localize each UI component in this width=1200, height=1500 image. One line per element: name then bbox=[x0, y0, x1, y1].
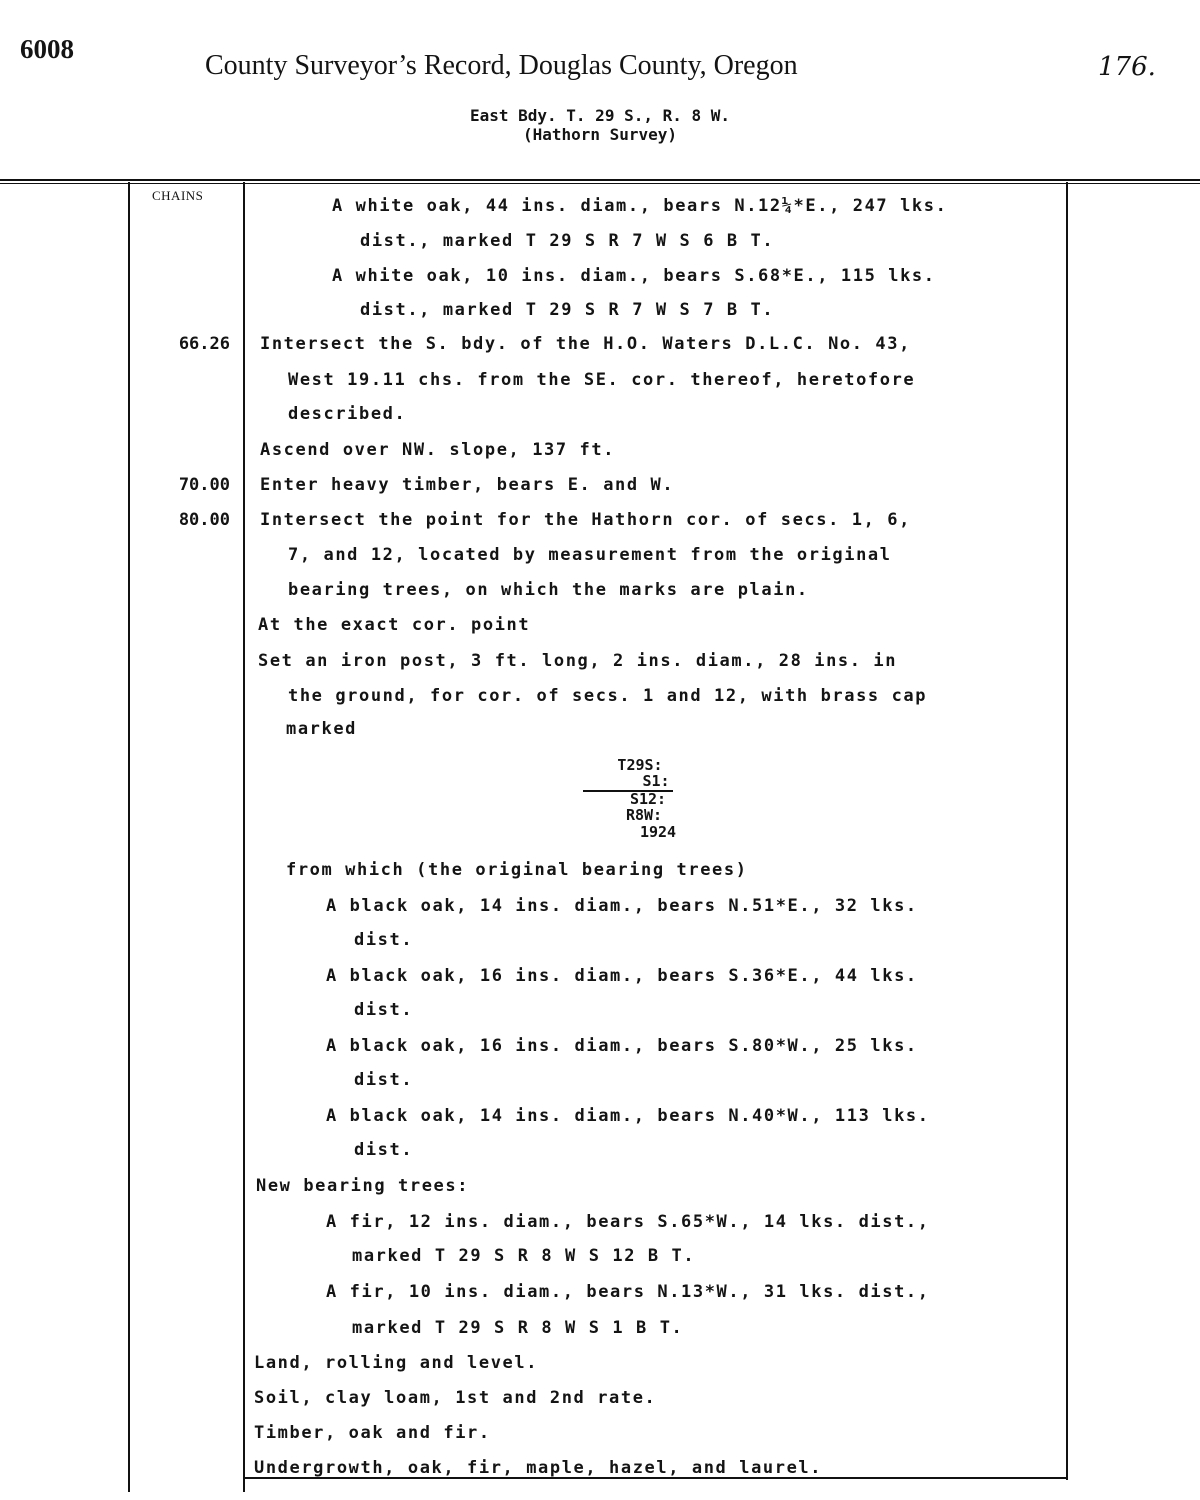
page-title: County Surveyor’s Record, Douglas County, Oregon bbox=[205, 50, 798, 81]
handwritten-page-number: 176. bbox=[1098, 52, 1156, 82]
cap-mark-line: S1: bbox=[642, 772, 670, 790]
note-line: marked T 29 S R 8 W S 12 B T. bbox=[352, 1246, 696, 1266]
note-line: Intersect the S. bdy. of the H.O. Waters D.L.C. No. 43, bbox=[260, 334, 911, 354]
note-line: Timber, oak and fir. bbox=[254, 1423, 491, 1443]
note-line: marked bbox=[286, 719, 358, 739]
note-line: Undergrowth, oak, fir, maple, hazel, and laurel. bbox=[254, 1458, 823, 1478]
chains-column-rule bbox=[243, 182, 245, 1492]
subtitle-boundary: East Bdy. T. 29 S., R. 8 W. bbox=[469, 106, 731, 125]
subtitle-survey-name: (Hathorn Survey) bbox=[522, 125, 678, 144]
note-line: Ascend over NW. slope, 137 ft. bbox=[260, 440, 616, 460]
note-line: A black oak, 16 ins. diam., bears S.80*W., 25 lks. bbox=[326, 1036, 918, 1056]
note-line: At the exact cor. point bbox=[258, 615, 531, 635]
note-line: dist. bbox=[354, 1070, 414, 1090]
header-rule bbox=[0, 179, 1200, 184]
cap-mark-line: 1924 bbox=[639, 823, 677, 841]
cap-mark-line: R8W: bbox=[625, 806, 663, 824]
note-line: dist. bbox=[354, 1000, 414, 1020]
note-line: A fir, 10 ins. diam., bears N.13*W., 31 lks. dist., bbox=[326, 1282, 930, 1302]
note-line: dist. bbox=[354, 930, 414, 950]
note-line: A fir, 12 ins. diam., bears S.65*W., 14 lks. dist., bbox=[326, 1212, 930, 1232]
note-line: marked T 29 S R 8 W S 1 B T. bbox=[352, 1318, 684, 1338]
note-line: Intersect the point for the Hathorn cor. of secs. 1, 6, bbox=[260, 510, 911, 530]
chain-distance: 80.00 bbox=[178, 510, 230, 530]
note-line: A white oak, 10 ins. diam., bears S.68*E., 115 lks. bbox=[332, 266, 936, 286]
note-line: bearing trees, on which the marks are plain. bbox=[288, 580, 809, 600]
note-line: dist., marked T 29 S R 7 W S 6 B T. bbox=[360, 231, 775, 251]
note-line: A black oak, 14 ins. diam., bears N.51*E., 32 lks. bbox=[326, 896, 918, 916]
note-line: West 19.11 chs. from the SE. cor. thereof, heretofore bbox=[288, 370, 916, 390]
record-number: 6008 bbox=[20, 34, 74, 64]
chain-distance: 66.26 bbox=[178, 334, 230, 354]
note-line: from which (the original bearing trees) bbox=[286, 860, 748, 880]
note-line: dist., marked T 29 S R 7 W S 7 B T. bbox=[360, 300, 775, 320]
survey-subtitle bbox=[0, 106, 1200, 144]
note-line: A black oak, 14 ins. diam., bears N.40*W., 113 lks. bbox=[326, 1106, 930, 1126]
note-line: Set an iron post, 3 ft. long, 2 ins. diam., 28 ins. in bbox=[258, 651, 898, 671]
note-line: New bearing trees: bbox=[256, 1176, 470, 1196]
left-margin-rule bbox=[128, 182, 130, 1492]
note-line: Enter heavy timber, bears E. and W. bbox=[260, 475, 675, 495]
note-line: described. bbox=[288, 404, 407, 424]
chains-column-header: CHAINS bbox=[152, 188, 204, 203]
note-line: the ground, for cor. of secs. 1 and 12, with brass cap bbox=[288, 686, 928, 706]
note-line: 7, and 12, located by measurement from the original bbox=[288, 545, 892, 565]
note-line: Land, rolling and level. bbox=[254, 1353, 539, 1373]
cap-mark-line: T29S: bbox=[617, 756, 663, 774]
note-line: Soil, clay loam, 1st and 2nd rate. bbox=[254, 1388, 657, 1408]
cap-mark-line: S12: bbox=[629, 790, 667, 808]
note-line: dist. bbox=[354, 1140, 414, 1160]
note-line: A black oak, 16 ins. diam., bears S.36*E., 44 lks. bbox=[326, 966, 918, 986]
chain-distance: 70.00 bbox=[178, 475, 230, 495]
note-line: A white oak, 44 ins. diam., bears N.12¼*E., 247 lks. bbox=[332, 196, 948, 216]
right-margin-rule bbox=[1066, 182, 1068, 1480]
